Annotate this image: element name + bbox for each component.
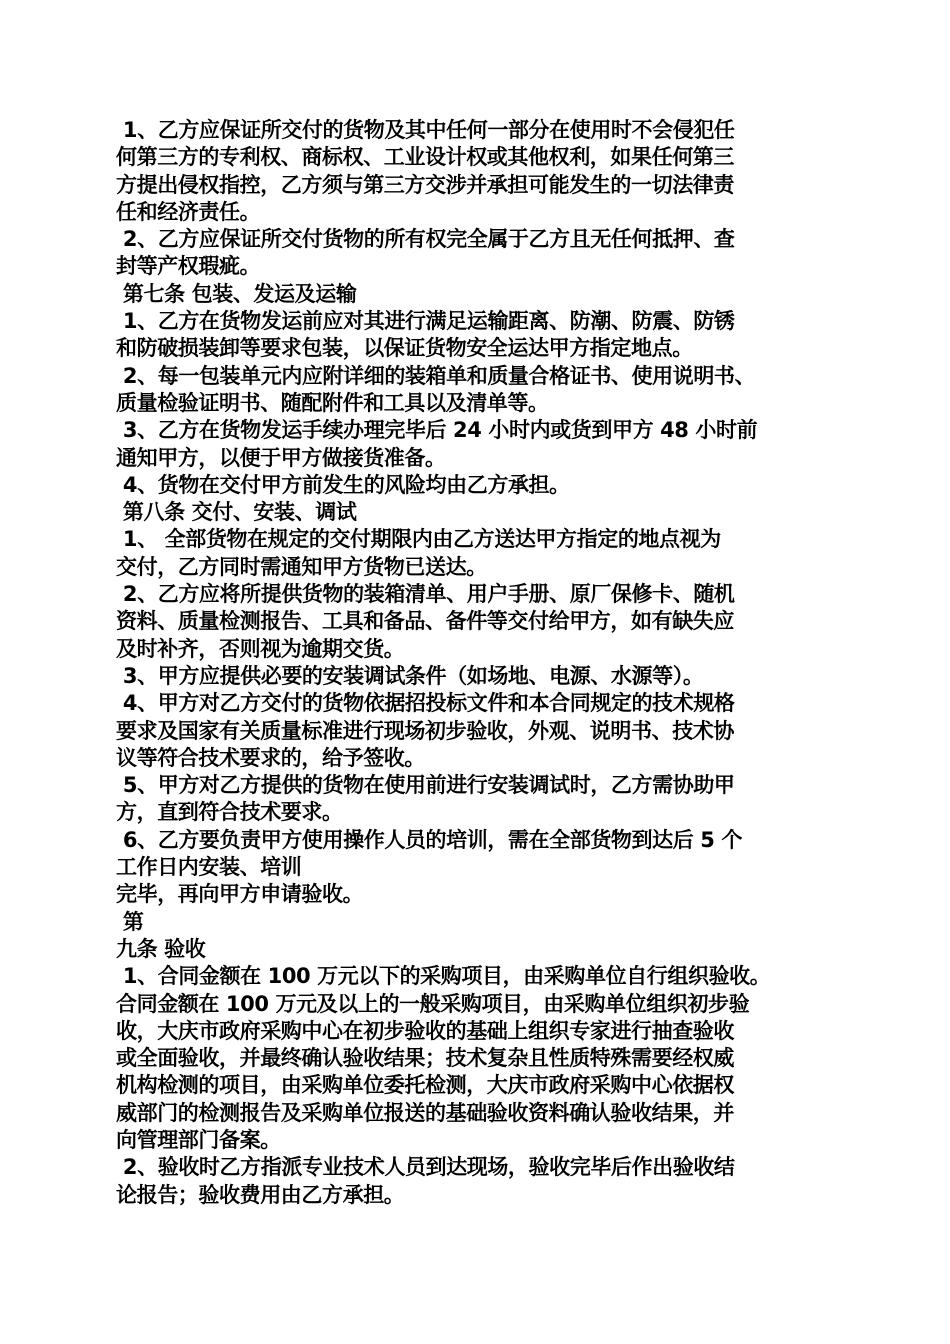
text-line: 1、合同金额在 100 万元以下的采购项目，由采购单位自行组织验收。 [116,964,771,989]
text-line: 工作日内安装、培训 [116,855,302,880]
text-line: 2、每一包装单元内应附详细的装箱单和质量合格证书、使用说明书、 [116,363,756,388]
text-line: 封等产权瑕疵。 [116,254,261,279]
text-line: 资料、质量检测报告、工具和备品、备件等交付给甲方，如有缺失应 [116,609,734,634]
text-line: 2、乙方应保证所交付货物的所有权完全属于乙方且无任何抵押、查 [116,227,735,252]
text-line: 要求及国家有关质量标准进行现场初步验收，外观、说明书、技术协 [116,718,734,743]
text-line: 威部门的检测报告及采购单位报送的基础验收资料确认验收结果，并 [116,1100,734,1125]
text-line: 质量检验证明书、随配附件和工具以及清单等。 [116,390,549,415]
text-line: 论报告；验收费用由乙方承担。 [116,1182,405,1207]
text-line: 交付，乙方同时需通知甲方货物已送达。 [116,554,487,579]
text-line: 3、乙方在货物发运手续办理完毕后 24 小时内或货到甲方 48 小时前 [116,418,758,443]
text-line: 2、验收时乙方指派专业技术人员到达现场，验收完毕后作出验收结 [116,1155,735,1180]
text-line: 1、 全部货物在规定的交付期限内由乙方送达甲方指定的地点视为 [116,527,721,552]
text-line: 何第三方的专利权、商标权、工业设计权或其他权利，如果任何第三 [116,145,734,170]
text-line: 及时补齐，否则视为逾期交货。 [116,636,405,661]
text-line: 1、乙方在货物发运前应对其进行满足运输距离、防潮、防震、防锈 [116,309,735,334]
text-line: 收，大庆市政府采购中心在初步验收的基础上组织专家进行抽查验收 [116,1018,734,1043]
document-body [116,117,846,1209]
text-line: 2、乙方应将所提供货物的装箱清单、用户手册、原厂保修卡、随机 [116,582,735,607]
text-line: 4、甲方对乙方交付的货物依据招投标文件和本合同规定的技术规格 [116,691,735,716]
text-line: 通知甲方，以便于甲方做接货准备。 [116,445,446,470]
section-heading: 第八条 交付、安装、调试 [116,500,357,525]
section-heading: 九条 验收 [116,936,206,961]
text-line: 向管理部门备案。 [116,1127,281,1152]
text-line: 方，直到符合技术要求。 [116,800,343,825]
text-line: 机构检测的项目，由采购单位委托检测，大庆市政府采购中心依据权 [116,1073,734,1098]
text-line: 合同金额在 100 万元及以上的一般采购项目，由采购单位组织初步验 [116,991,750,1016]
text-line: 5、甲方对乙方提供的货物在使用前进行安装调试时，乙方需协助甲 [116,773,735,798]
text-line: 议等符合技术要求的，给予签收。 [116,745,425,770]
text-line: 6、乙方要负责甲方使用操作人员的培训，需在全部货物到达后 5 个 [116,827,742,852]
section-heading: 第 [116,909,144,934]
text-line: 方提出侵权指控，乙方须与第三方交涉并承担可能发生的一切法律责 [116,172,734,197]
text-line: 1、乙方应保证所交付的货物及其中任何一部分在使用时不会侵犯任 [116,118,735,142]
text-line: 3、甲方应提供必要的安装调试条件（如场地、电源、水源等）。 [116,663,704,688]
text-line: 4、货物在交付甲方前发生的风险均由乙方承担。 [116,472,570,497]
section-heading: 第七条 包装、发运及运输 [116,281,357,306]
text-line: 和防破损装卸等要求包装，以保证货物安全运达甲方指定地点。 [116,336,693,361]
text-line: 完毕，再向甲方申请验收。 [116,882,364,907]
text-line: 任和经济责任。 [116,199,261,224]
text-line: 或全面验收，并最终确认验收结果；技术复杂且性质特殊需要经权威 [116,1046,734,1071]
